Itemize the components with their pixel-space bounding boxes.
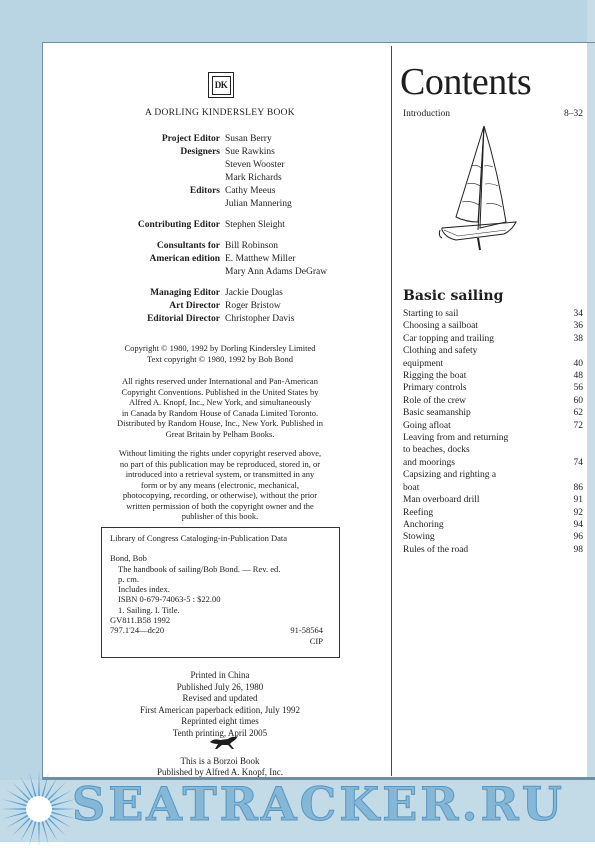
credit-role <box>60 266 225 279</box>
credit-role: Contributing Editor <box>137 220 220 230</box>
credit-name: Stephen Sleight <box>225 220 285 230</box>
credit-name: Christopher Davis <box>225 314 295 324</box>
rights-line: Alfred A. Knopf, Inc., New York, and simultaneously <box>128 397 312 407</box>
borzoi-imprint <box>60 756 380 778</box>
credit-name: Mark Richards <box>225 173 282 183</box>
borzoi-line: This is a Borzoi Book <box>180 756 260 766</box>
printing-line: Reprinted eight times <box>181 716 259 726</box>
copyright-line: Text copyright © 1980, 1992 by Bob Bond <box>146 353 294 364</box>
toc-item <box>403 345 583 370</box>
toc-item <box>403 507 583 519</box>
frame-rule-left <box>42 42 43 780</box>
toc-item-page: 74 <box>573 457 583 468</box>
page-frame-left <box>0 0 42 842</box>
toc-item-page: 40 <box>573 358 583 369</box>
toc-item <box>403 370 583 382</box>
toc-intro-label: Introduction <box>403 109 450 119</box>
credits-list <box>60 133 380 326</box>
credit-name: Sue Rawkins <box>225 147 275 157</box>
rights-line: Distributed by Random House, Inc., New York. Published in <box>116 418 324 428</box>
printing-line: Tenth printing, April 2005 <box>172 727 268 738</box>
toc-item-label: Rules of the road <box>403 544 469 555</box>
borzoi-dog-icon <box>208 732 240 752</box>
column-divider <box>391 46 392 776</box>
publisher-line: A DORLING KINDERSLEY BOOK <box>145 108 295 118</box>
credit-row <box>60 287 380 300</box>
toc-item <box>403 519 583 531</box>
toc-item-label: Car topping and trailing <box>403 333 495 344</box>
toc-item-page: 92 <box>573 507 583 518</box>
toc-item-page: 62 <box>573 408 583 419</box>
credit-role <box>60 198 225 211</box>
dk-logo <box>208 72 234 98</box>
printing-line: Published July 26, 1980 <box>176 681 264 692</box>
permission-line: introduced into a retrieval system, or transmitted in any <box>125 469 315 479</box>
credit-row <box>60 185 380 198</box>
toc-item-label: Rigging the boat <box>403 371 467 382</box>
toc-item-page: 86 <box>573 482 583 493</box>
permission-line: Without limiting the rights under copyright reserved above, <box>118 448 322 458</box>
credit-name: Bill Robinson <box>225 241 279 251</box>
starburst-watermark-icon <box>0 770 78 848</box>
credit-name: E. Matthew Miller <box>225 254 296 264</box>
credit-row <box>60 253 380 266</box>
rights-line: in Canada by Random House of Canada Limited Toronto. <box>121 407 319 418</box>
printing-history <box>60 670 380 739</box>
cip-line: The handbook of sailing/Bob Bond. — Rev. ed. <box>118 563 281 574</box>
permission-line: publisher of this book. <box>181 511 259 521</box>
cip-line: GV811.B58 1992 <box>110 615 171 626</box>
cip-line: Includes index. <box>118 584 170 595</box>
copyright-line: Copyright © 1980, 1992 by Dorling Kindersley Limited <box>124 343 316 353</box>
toc-item-page: 60 <box>573 395 583 406</box>
toc-list <box>403 308 583 556</box>
toc-item-label: Going afloat <box>403 420 451 431</box>
toc-item <box>403 420 583 432</box>
credit-row <box>60 300 380 313</box>
borzoi-line: Published by Alfred A. Knopf, Inc. <box>157 767 283 777</box>
toc-item-page: 34 <box>573 309 583 319</box>
rights-line: Great Britain by Pelham Books. <box>165 428 275 439</box>
rights-line: All rights reserved under International and Pan-American <box>122 376 318 386</box>
credit-name: Susan Berry <box>225 134 272 144</box>
toc-item <box>403 469 583 494</box>
cip-number-row <box>110 625 331 635</box>
credit-row <box>60 172 380 185</box>
toc-item <box>403 395 583 407</box>
toc-item-page: 56 <box>573 383 583 394</box>
toc-item-label: Stowing <box>403 532 435 543</box>
credit-role <box>60 172 225 185</box>
credit-role: Art Director <box>169 301 220 311</box>
credit-role <box>60 159 225 172</box>
frame-rule-top <box>42 42 595 43</box>
credit-name: Jackie Douglas <box>225 288 283 298</box>
cip-call-number: 797.1'24—dc20 <box>110 625 165 636</box>
toc-item-page: 36 <box>573 321 583 332</box>
contents-title: Contents <box>400 61 532 103</box>
cip-data-box <box>101 527 340 658</box>
toc-item-page: 98 <box>573 544 583 555</box>
permission-line: written permission of both the copyright owner and the <box>126 500 314 511</box>
page-frame-top <box>0 0 595 42</box>
credit-row <box>60 266 380 279</box>
toc-item <box>403 308 583 320</box>
credit-name: Cathy Meeus <box>225 186 276 196</box>
watermark-text: SEATRACKER.RU <box>72 777 565 831</box>
credit-row <box>60 133 380 146</box>
credit-name: Julian Mannering <box>225 199 292 209</box>
toc-item-page: 72 <box>573 420 583 431</box>
credit-row <box>60 313 380 326</box>
credit-role: Project Editor <box>161 134 220 144</box>
toc-item-page: 38 <box>573 333 583 344</box>
credit-role: Editors <box>189 186 220 196</box>
toc-item-page: 91 <box>573 495 583 506</box>
rights-line: Copyright Conventions. Published in the United States by <box>121 386 319 397</box>
toc-item-label: Starting to sail <box>403 309 459 319</box>
toc-item <box>403 544 583 556</box>
permission-line: form or by any means (electronic, mechanical, <box>140 479 300 490</box>
dk-logo-mark: DK <box>212 76 231 95</box>
printing-line: First American paperback edition, July 1992 <box>140 704 300 715</box>
cip-card-number: 91-58564 <box>290 625 323 636</box>
credit-name: Mary Ann Adams DeGraw <box>225 267 328 277</box>
cip-line: p. cm. <box>118 573 140 584</box>
permission-line: photocopying, recording, or otherwise), without the prior <box>122 490 318 500</box>
credit-role: Editorial Director <box>147 314 220 324</box>
permission-statement <box>60 448 380 522</box>
toc-item-label: Role of the crew <box>403 395 467 406</box>
page-frame-right <box>587 0 595 842</box>
credit-row <box>60 159 380 172</box>
cip-header: Library of Congress Cataloging-in-Publication Data <box>110 533 288 543</box>
credit-role: American edition <box>149 254 220 264</box>
credit-row <box>60 198 380 211</box>
rights-statement <box>60 376 380 439</box>
toc-item-page: 48 <box>573 371 583 382</box>
toc-item <box>403 494 583 506</box>
toc-item <box>403 320 583 332</box>
credit-role: Consultants for <box>156 241 220 251</box>
cip-line: 1. Sailing. I. Title. <box>118 604 180 615</box>
cip-line: ISBN 0-679-74063-5 : $22.00 <box>118 594 221 605</box>
credit-name: Roger Bristow <box>225 301 281 311</box>
toc-item <box>403 333 583 345</box>
credit-row <box>60 240 380 253</box>
toc-item <box>403 407 583 419</box>
credit-row <box>60 219 380 232</box>
toc-item-label: Man overboard drill <box>403 495 480 506</box>
copyright-notice <box>60 343 380 364</box>
printing-line: Revised and updated <box>182 693 258 703</box>
sailboat-illustration <box>436 122 521 252</box>
toc-item-label: Capsizing and righting a boat <box>403 470 497 493</box>
credit-row <box>60 146 380 159</box>
toc-item-label: Choosing a sailboat <box>403 321 478 332</box>
toc-item-label: Leaving from and returning to beaches, docks and moorings <box>403 433 509 468</box>
toc-intro-pages: 8–32 <box>564 109 583 119</box>
toc-item-page: 96 <box>573 532 583 543</box>
section-basic-sailing: Basic sailing <box>403 288 504 304</box>
toc-item <box>403 531 583 543</box>
toc-item-label: Anchoring <box>403 519 444 530</box>
toc-item-label: Reefing <box>403 507 434 518</box>
cip-line: Bond, Bob <box>110 553 147 564</box>
toc-item-label: Clothing and safety equipment <box>403 346 478 369</box>
cip-label: CIP <box>309 635 323 646</box>
toc-item-page: 94 <box>573 519 583 530</box>
toc-item <box>403 382 583 394</box>
toc-item-label: Primary controls <box>403 383 467 394</box>
printing-line: Printed in China <box>190 670 250 680</box>
toc-item-label: Basic seamanship <box>403 408 471 419</box>
credit-role: Designers <box>180 147 220 157</box>
toc-item <box>403 432 583 469</box>
toc-introduction <box>403 109 583 119</box>
cip-lines <box>110 553 331 625</box>
permission-line: no part of this publication may be reproduced, stored in, or <box>119 458 321 469</box>
credit-name: Steven Wooster <box>225 160 285 170</box>
credit-role: Managing Editor <box>150 288 220 298</box>
